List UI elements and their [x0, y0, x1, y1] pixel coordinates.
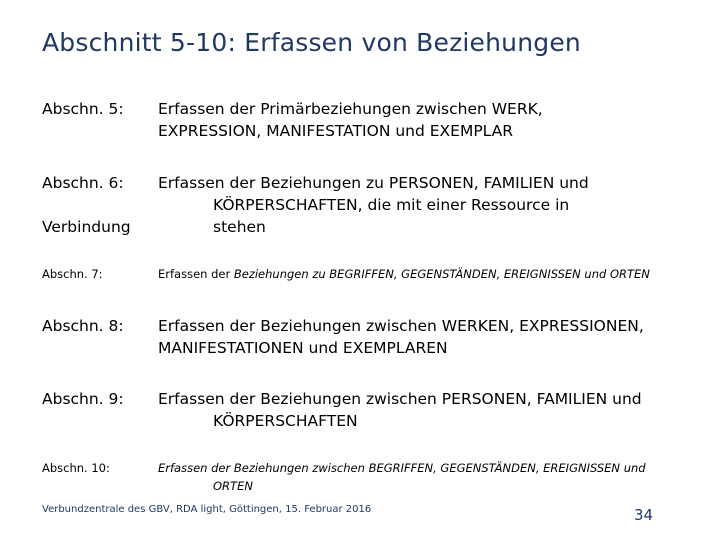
section-sublabel-6: Verbindung — [42, 218, 131, 236]
section-label-7: Abschn. 7: — [42, 267, 103, 281]
slide-title: Abschnitt 5-10: Erfassen von Beziehungen — [42, 28, 581, 57]
section-text-10-line1: Erfassen der Beziehungen zwischen BEGRIFFEN, GEGENSTÄNDEN, EREIGNISSEN und — [158, 461, 646, 475]
section-text-8 — [158, 315, 644, 359]
section-text-7 — [158, 265, 650, 283]
section-label-5: Abschn. 5: — [42, 100, 124, 118]
section-text-5 — [158, 98, 543, 142]
section-label-8: Abschn. 8: — [42, 317, 124, 335]
section-text-6-line3: stehen — [213, 218, 266, 236]
section-text-6-line2: KÖRPERSCHAFTEN, die mit einer Ressource in — [213, 196, 570, 214]
section-text-10 — [158, 459, 646, 495]
footer-text: Verbundzentrale des GBV, RDA light, Göttingen, 15. Februar 2016 — [42, 504, 372, 515]
section-label-10: Abschn. 10: — [42, 461, 110, 475]
section-text-8-line2: MANIFESTATIONEN und EXEMPLAREN — [158, 339, 448, 357]
section-text-9 — [158, 388, 642, 432]
section-text-8-line1: Erfassen der Beziehungen zwischen WERKEN, EXPRESSIONEN, — [158, 317, 644, 335]
section-text-10-line2: ORTEN — [213, 479, 253, 493]
section-text-9-line2: KÖRPERSCHAFTEN — [213, 412, 358, 430]
page-number: 34 — [634, 506, 654, 524]
section-text-5-line2: EXPRESSION, MANIFESTATION und EXEMPLAR — [158, 122, 514, 140]
section-label-9: Abschn. 9: — [42, 390, 124, 408]
section-text-5-line1: Erfassen der Primärbeziehungen zwischen WERK, — [158, 100, 543, 118]
section-text-6-line1: Erfassen der Beziehungen zu PERSONEN, FAMILIEN und — [158, 174, 589, 192]
section-text-7-prefix: Erfassen der — [158, 267, 234, 281]
section-text-6 — [158, 172, 589, 238]
section-text-7-italic: Beziehungen zu BEGRIFFEN, GEGENSTÄNDEN, EREIGNISSEN und ORTEN — [233, 267, 650, 281]
section-label-6: Abschn. 6: — [42, 174, 124, 192]
section-text-9-line1: Erfassen der Beziehungen zwischen PERSONEN, FAMILIEN und — [158, 390, 642, 408]
